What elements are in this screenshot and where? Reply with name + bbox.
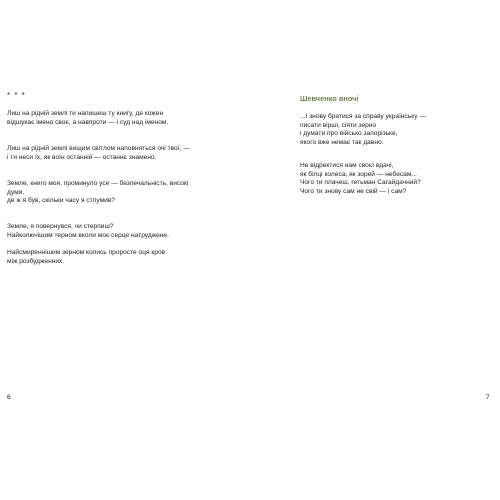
left-stanza-3: Земле, книго моя, проминуло усе — безпечальність, високі думи, де ж я був, скільки часу я стлумив? [7,180,189,205]
left-stanza-5: Найсмиреннішим зерном колись проросте оця кров між розбудженних. [7,249,166,265]
page-number-left: 6 [7,394,11,401]
right-stanza-2: Не відректися нам своєї вдачі, як білці колеса, як зорей — небесам... Чого ти плачеш, гетьман Сагайдачний? Чого ти знову сам не свій — і сам? [300,162,421,195]
left-stanza-2: Лиш на рідній землі вищим світлом наповняться очі твої, — і ти неси їх, як воїн останній — останнє знамено. [7,145,190,161]
poem-title: Шевченко вночі [300,94,359,103]
section-ornament: * * * [7,91,26,100]
right-stanza-1: ...І знову братися за справу українську — писати вірші, сіяти зерно і думати про військо запорізьке, якого вже немає так давно. [300,113,426,146]
page-number-right: 7 [486,394,490,401]
right-page [250,0,500,500]
left-stanza-1: Лиш на рідній землі ти напишеш ту книгу, де кожен відшукає імено своє, а навпроти — і суд над іменом. [7,110,169,126]
left-stanza-4: Земле, я повернувся, чи стерпиш? Найколючішим терном вколи моє серце натруджене. [7,223,169,239]
